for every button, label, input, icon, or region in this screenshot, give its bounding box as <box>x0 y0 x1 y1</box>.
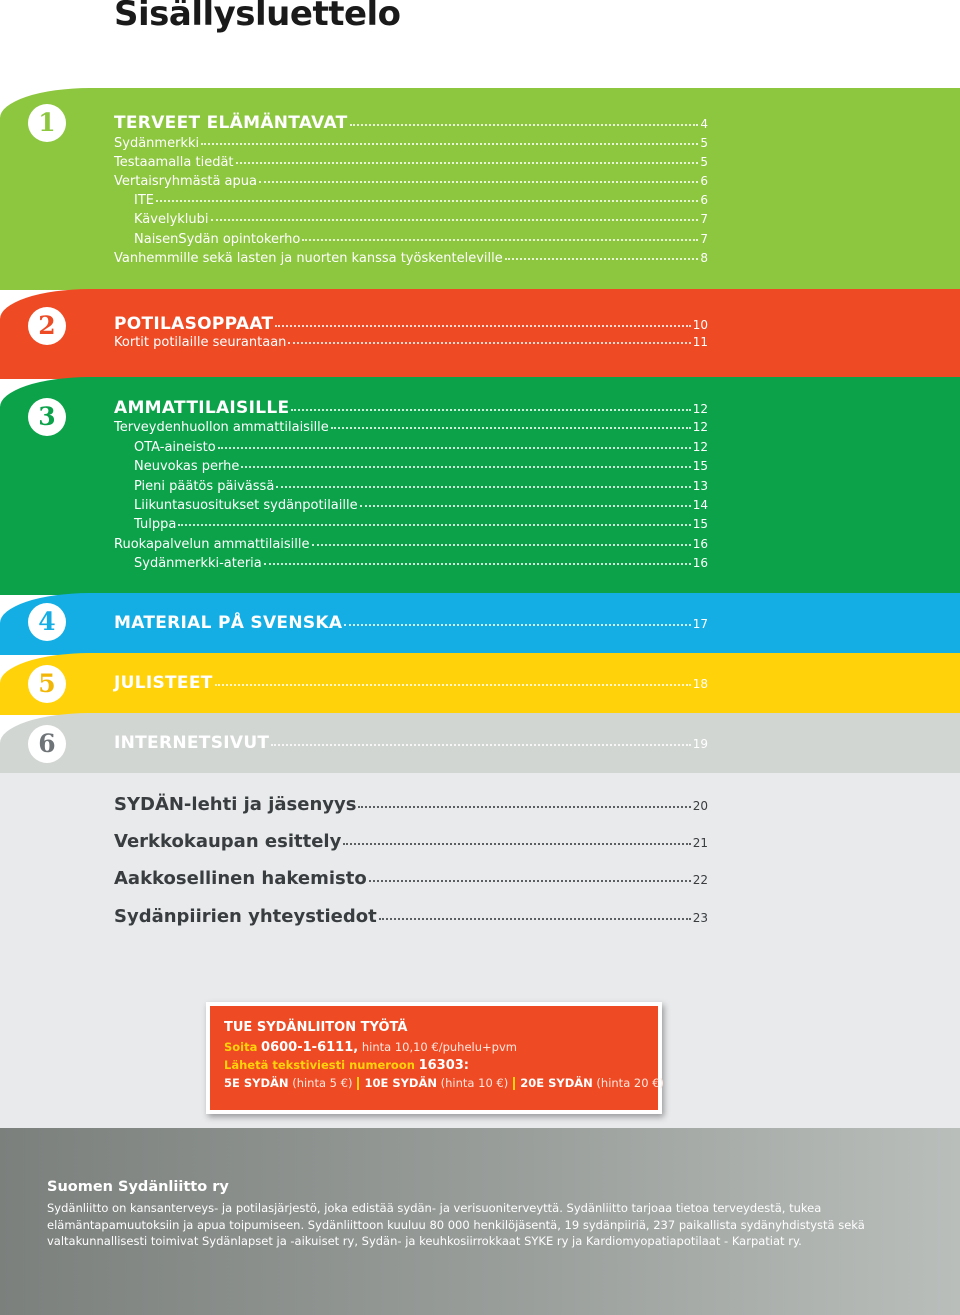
toc-extra-entry[interactable] <box>114 906 708 930</box>
toc-page-number: 22 <box>692 873 708 887</box>
footer <box>0 1128 960 1315</box>
toc-label: Neuvokas perhe <box>134 459 240 474</box>
toc-page-number: 15 <box>692 459 708 473</box>
donate-options-line <box>224 1076 664 1090</box>
toc-label: Pieni päätös päivässä <box>134 479 275 494</box>
toc-page-number: 13 <box>692 479 708 493</box>
toc-entry[interactable] <box>114 136 708 154</box>
toc-page-number: 5 <box>700 136 708 150</box>
toc-page-number: 7 <box>700 232 708 246</box>
dot-leader <box>379 918 691 920</box>
toc-label: Liikuntasuositukset sydänpotilaille <box>134 498 358 513</box>
toc-page-number: 6 <box>700 174 708 188</box>
dot-leader <box>236 162 699 164</box>
section-number-badge: 1 <box>28 104 66 142</box>
dot-leader <box>215 684 691 686</box>
dot-leader <box>369 880 691 882</box>
toc-label: MATERIAL PÅ SVENSKA <box>114 613 343 633</box>
dot-leader <box>291 409 690 411</box>
toc-entry[interactable] <box>114 335 708 353</box>
org-name: Suomen Sydänliitto ry <box>47 1179 229 1195</box>
toc-page-number: 14 <box>692 498 708 512</box>
dot-leader <box>505 258 699 260</box>
dot-leader <box>312 544 691 546</box>
org-description: Sydänliitto on kansanterveys- ja potilasjärjestö, joka edistää sydän- ja verisuoniterveyttä. Sydänliitto tarjoaa tietoa terveydestä, tukea elämäntapamuutoksiin ja apua toipumiseen. Sydänliittoon kuuluu 80 000 henkilöjäsentä, 19 sydänpiiriä, 237 paikallista sydänyhdistystä sekä valtakunnallisesti toimivat Sydänlapset ja -aikuiset ry, Sydän- ja keuhkosiirrokkaat SYKE ry ja Kardiomyopatiapotilaat - Karpatiat ry. <box>47 1201 865 1248</box>
donate-phone[interactable]: 0600-1-6111, <box>261 1040 359 1055</box>
section-number-badge: 5 <box>28 665 66 703</box>
toc-page-number: 16 <box>692 537 708 551</box>
toc-page-number: 20 <box>692 799 708 813</box>
toc-entry[interactable] <box>114 537 708 555</box>
dot-leader <box>218 447 691 449</box>
separator <box>513 1077 515 1090</box>
dot-leader <box>358 806 690 808</box>
toc-entry[interactable] <box>134 498 708 516</box>
toc-entry[interactable] <box>134 212 708 230</box>
toc-page-number: 6 <box>700 193 708 207</box>
sms-option-price: (hinta 10 €) <box>440 1076 509 1090</box>
toc-entry[interactable] <box>134 479 708 497</box>
toc-label: Vanhemmille sekä lasten ja nuorten kanssa työskenteleville <box>114 251 503 266</box>
toc-section-heading[interactable] <box>114 673 708 695</box>
toc-page-number: 4 <box>700 117 708 131</box>
donate-call-line <box>224 1040 658 1055</box>
dot-leader <box>350 124 699 126</box>
dot-leader <box>302 239 698 241</box>
dot-leader <box>360 505 691 507</box>
toc-label: Ruokapalvelun ammattilaisille <box>114 537 310 552</box>
sms-option-price: (hinta 5 €) <box>292 1076 353 1090</box>
toc-entry[interactable] <box>114 251 708 269</box>
toc-entry[interactable] <box>134 440 708 458</box>
toc-label: Tulppa <box>134 517 177 532</box>
toc-label: Kävelyklubi <box>134 212 209 227</box>
toc-section-heading[interactable] <box>114 733 708 755</box>
toc-entry[interactable] <box>134 193 708 211</box>
toc-entry[interactable] <box>134 517 708 535</box>
toc-entry[interactable] <box>114 155 708 173</box>
toc-page-number: 18 <box>692 677 708 691</box>
toc-section-heading[interactable] <box>114 398 708 420</box>
toc-page-number: 12 <box>692 420 708 434</box>
dot-leader <box>276 486 690 488</box>
sms-number[interactable]: 16303: <box>418 1058 470 1073</box>
toc-extra-entry[interactable] <box>114 868 708 892</box>
toc-label: Terveydenhuollon ammattilaisille <box>114 420 329 435</box>
toc-page-number: 8 <box>700 251 708 265</box>
toc-label: OTA-aineisto <box>134 440 216 455</box>
toc-label: POTILASOPPAAT <box>114 314 274 334</box>
toc-page-number: 17 <box>692 617 708 631</box>
toc-section-heading[interactable] <box>114 113 708 135</box>
section-number-badge: 3 <box>28 398 66 436</box>
toc-label: AMMATTILAISILLE <box>114 398 290 418</box>
dot-leader <box>241 466 690 468</box>
call-prefix: Soita <box>224 1040 258 1054</box>
toc-label: TERVEET ELÄMÄNTAVAT <box>114 113 348 133</box>
dot-leader <box>211 219 699 221</box>
toc-label: JULISTEET <box>114 673 213 693</box>
sms-option-code: 10E SYDÄN <box>364 1076 437 1090</box>
sms-option-code: 5E SYDÄN <box>224 1076 289 1090</box>
section-number-badge: 4 <box>28 603 66 641</box>
toc-label: ITE <box>134 193 154 208</box>
toc-label: Sydänmerkki-ateria <box>134 556 262 571</box>
toc-entry[interactable] <box>134 459 708 477</box>
donate-title: TUE SYDÄNLIITON TYÖTÄ <box>224 1020 408 1035</box>
toc-extra-entry[interactable] <box>114 794 708 818</box>
sms-option-price: (hinta 20 €) <box>596 1076 664 1090</box>
toc-entry[interactable] <box>114 174 708 192</box>
page-title: Sisällysluettelo <box>114 0 401 34</box>
dot-leader <box>178 524 690 526</box>
dot-leader <box>343 843 690 845</box>
dot-leader <box>259 181 698 183</box>
toc-page-number: 16 <box>692 556 708 570</box>
toc-page-number: 10 <box>692 318 708 332</box>
dot-leader <box>271 744 690 746</box>
sms-prefix: Lähetä tekstiviesti numeroon <box>224 1058 415 1072</box>
toc-label: INTERNETSIVUT <box>114 733 270 753</box>
toc-page-number: 15 <box>692 517 708 531</box>
toc-label: SYDÄN-lehti ja jäsenyys <box>114 794 357 815</box>
toc-page-number: 12 <box>692 402 708 416</box>
toc-page-number: 12 <box>692 440 708 454</box>
toc-entry[interactable] <box>134 232 708 250</box>
dot-leader <box>264 563 691 565</box>
toc-label: NaisenSydän opintokerho <box>134 232 301 247</box>
dot-leader <box>275 325 690 327</box>
toc-label: Verkkokaupan esittely <box>114 831 342 852</box>
toc-page-number: 19 <box>692 737 708 751</box>
toc-label: Aakkosellinen hakemisto <box>114 868 367 889</box>
toc-section-heading[interactable] <box>114 613 708 635</box>
toc-page-number: 21 <box>692 836 708 850</box>
toc-section-heading[interactable] <box>114 314 708 336</box>
toc-label: Kortit potilaille seurantaan <box>114 335 287 350</box>
section-number-badge: 6 <box>28 725 66 763</box>
section-number-badge: 2 <box>28 307 66 345</box>
toc-extra-entry[interactable] <box>114 831 708 855</box>
toc-page-number: 5 <box>700 155 708 169</box>
donate-sms-line <box>224 1058 658 1073</box>
toc-label: Vertaisryhmästä apua <box>114 174 257 189</box>
call-price: hinta 10,10 €/puhelu+pvm <box>361 1040 517 1054</box>
donate-box <box>210 1006 664 1110</box>
toc-entry[interactable] <box>114 420 708 438</box>
toc-page-number: 23 <box>692 911 708 925</box>
dot-leader <box>201 143 698 145</box>
toc-entry[interactable] <box>134 556 708 574</box>
dot-leader <box>331 427 691 429</box>
toc-label: Sydänmerkki <box>114 136 200 151</box>
dot-leader <box>156 200 698 202</box>
sms-option-code: 20E SYDÄN <box>520 1076 593 1090</box>
toc-label: Sydänpiirien yhteystiedot <box>114 906 377 927</box>
toc-page-number: 7 <box>700 212 708 226</box>
toc-page-number: 11 <box>692 335 708 349</box>
dot-leader <box>288 342 690 344</box>
toc-label: Testaamalla tiedät <box>114 155 234 170</box>
separator <box>357 1077 359 1090</box>
dot-leader <box>344 624 690 626</box>
